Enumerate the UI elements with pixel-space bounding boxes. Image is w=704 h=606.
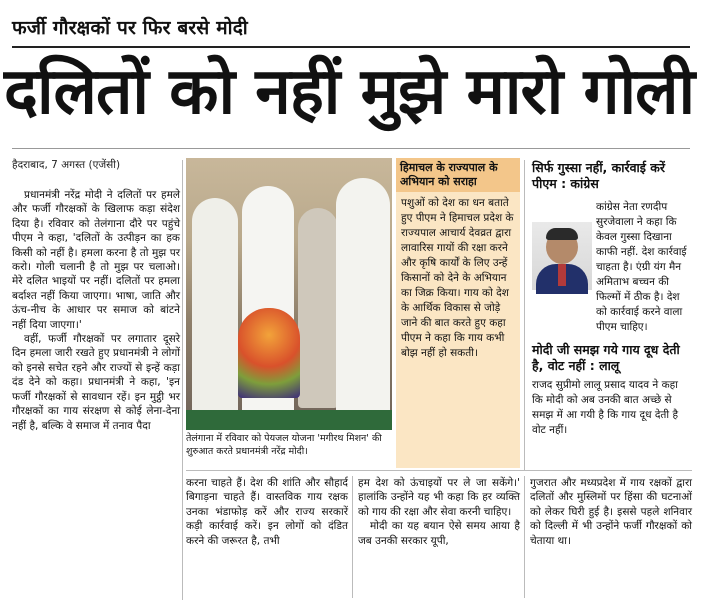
top-divider	[12, 46, 690, 48]
congress-body	[532, 200, 692, 333]
lalu-heading: मोदी जी समझ गये गाय दूध देती है, वोट नहीं : लालू	[532, 342, 680, 373]
himachal-box-body: पशुओं को देश का धन बताते हुए पीएम ने हिमाचल प्रदेश के राज्यपाल आचार्य देवव्रत द्वारा लावारिस गायों की रक्षा करने और कृषि कार्यों के लिए उन्हें किसानों को देने के अभियान का जिक्र किया। गाय को देश के आर्थिक विकास से जोड़े जाने की बात करते हुए कहा पीएम ने कहा कि गाय कभी बोझ नहीं हो सकती।	[401, 197, 514, 359]
headline-divider	[12, 148, 690, 149]
article-column-3	[358, 476, 520, 548]
himachal-sidebar-box	[396, 158, 520, 468]
article-column-3-para-1: हम देश को ऊंचाइयों पर ले जा सकेंगे।' हालांकि उन्होंने यह भी कहा कि हर व्यक्ति को गाय की रक्षा और सेवा करनी चाहिए।	[358, 477, 520, 518]
column-divider	[182, 160, 183, 600]
news-photo	[186, 158, 392, 430]
article-column-4: गुजरात और मध्यप्रदेश में गाय रक्षकों द्वारा दलितों और मुस्लिमों पर हिंसा की घटनाओं को लेकर घिरी हुई है। इससे पहले शनिवार को दिल्ली में भी उन्होंने फर्जी गौरक्षकों को चेताया था।	[530, 477, 692, 547]
article-column-2: करना चाहते हैं। देश की शांति और सौहार्द बिगाड़ना चाहते हैं। वास्तविक गाय रक्षक उनका भंडाफोड़ करें और राज्य सरकारें कड़ी कार्रवाई करें। इन लोगों को दंडित करने की जरूरत है, तभी	[186, 477, 348, 547]
lalu-body: राजद सुप्रीमो लालू प्रसाद यादव ने कहा कि मोदी को अब उनकी बात अच्छे से समझ में आ गयी है कि गाय दूध देती है वोट नहीं।	[532, 379, 679, 436]
article-paragraph-1: प्रधानमंत्री नरेंद्र मोदी ने दलितों पर हमले और फर्जी गौरक्षकों के खिलाफ कड़ा संदेश दिया है। रविवार को तेलंगाना दौरे पर पहुंचे पीएम ने कहा, 'दलितों के उत्पीड़न का हक किसी को नहीं है। हमला करना है तो मुझ पर करो। गोली चलानी है तो मुझ पर चलाओ। मेरे दलित भाइयों पर नहीं। दलितों पर हमला बर्दाश्त नहीं किया जाएगा। भाषा, जाति और ऊंच-नीच के आधार पर समाज को बांटने नहीं दिया जाएगा।'	[12, 189, 180, 331]
main-article-column	[12, 188, 180, 598]
article-paragraph-2: वहीं, फर्जी गौरक्षकों पर लगातार दूसरे दिन हमला जारी रखते हुए प्रधानमंत्री ने लोगों को इनसे सचेत रहने और राज्यों से इन्हें कड़ा दंड देने को कहा। प्रधानमंत्री ने कहा, 'इन फर्जी गौरक्षकों से सावधान रहें। इन मुट्ठी भर गौरक्षकों का गाय संरक्षण से कोई लेना-देना नहीं है, बल्कि वे समाज में तनाव पैदा	[12, 333, 180, 432]
lower-divider	[186, 470, 692, 471]
article-column-3-para-2: मोदी का यह बयान ऐसे समय आया है जब उनकी सरकार यूपी,	[358, 520, 520, 547]
column-divider	[524, 160, 525, 470]
photo-caption: तेलंगाना में रविवार को पेयजल योजना 'मगीरथ मिशन' की शुरुआत करते प्रधानमंत्री नरेंद्र मोदी।	[186, 433, 382, 457]
column-divider	[524, 476, 525, 598]
main-headline: दलितों को नहीं मुझे मारो गोली	[4, 55, 695, 129]
congress-heading: सिर्फ गुस्सा नहीं, कार्रवाई करें पीएम : कांग्रेस	[532, 160, 665, 191]
kicker-line: फर्जी गौरक्षकों पर फिर बरसे मोदी	[12, 17, 248, 39]
column-divider	[352, 476, 353, 598]
dateline: हैदराबाद, 7 अगस्त (एजेंसी)	[12, 159, 121, 171]
congress-intro-text: कांग्रेस नेता रणदीप सुरजेवाला ने कहा कि केवल गुस्सा दिखाना काफी नहीं. देश कार्रवाई चाहता है। एंग्री यंग मैन अमिताभ बच्चन की फिल्मों में ठीक है। देश को कार्रवाई करने वाला पीएम चाहिए।	[596, 201, 687, 333]
himachal-box-heading: हिमाचल के राज्यपाल के अभियान को सराहा	[396, 158, 520, 192]
